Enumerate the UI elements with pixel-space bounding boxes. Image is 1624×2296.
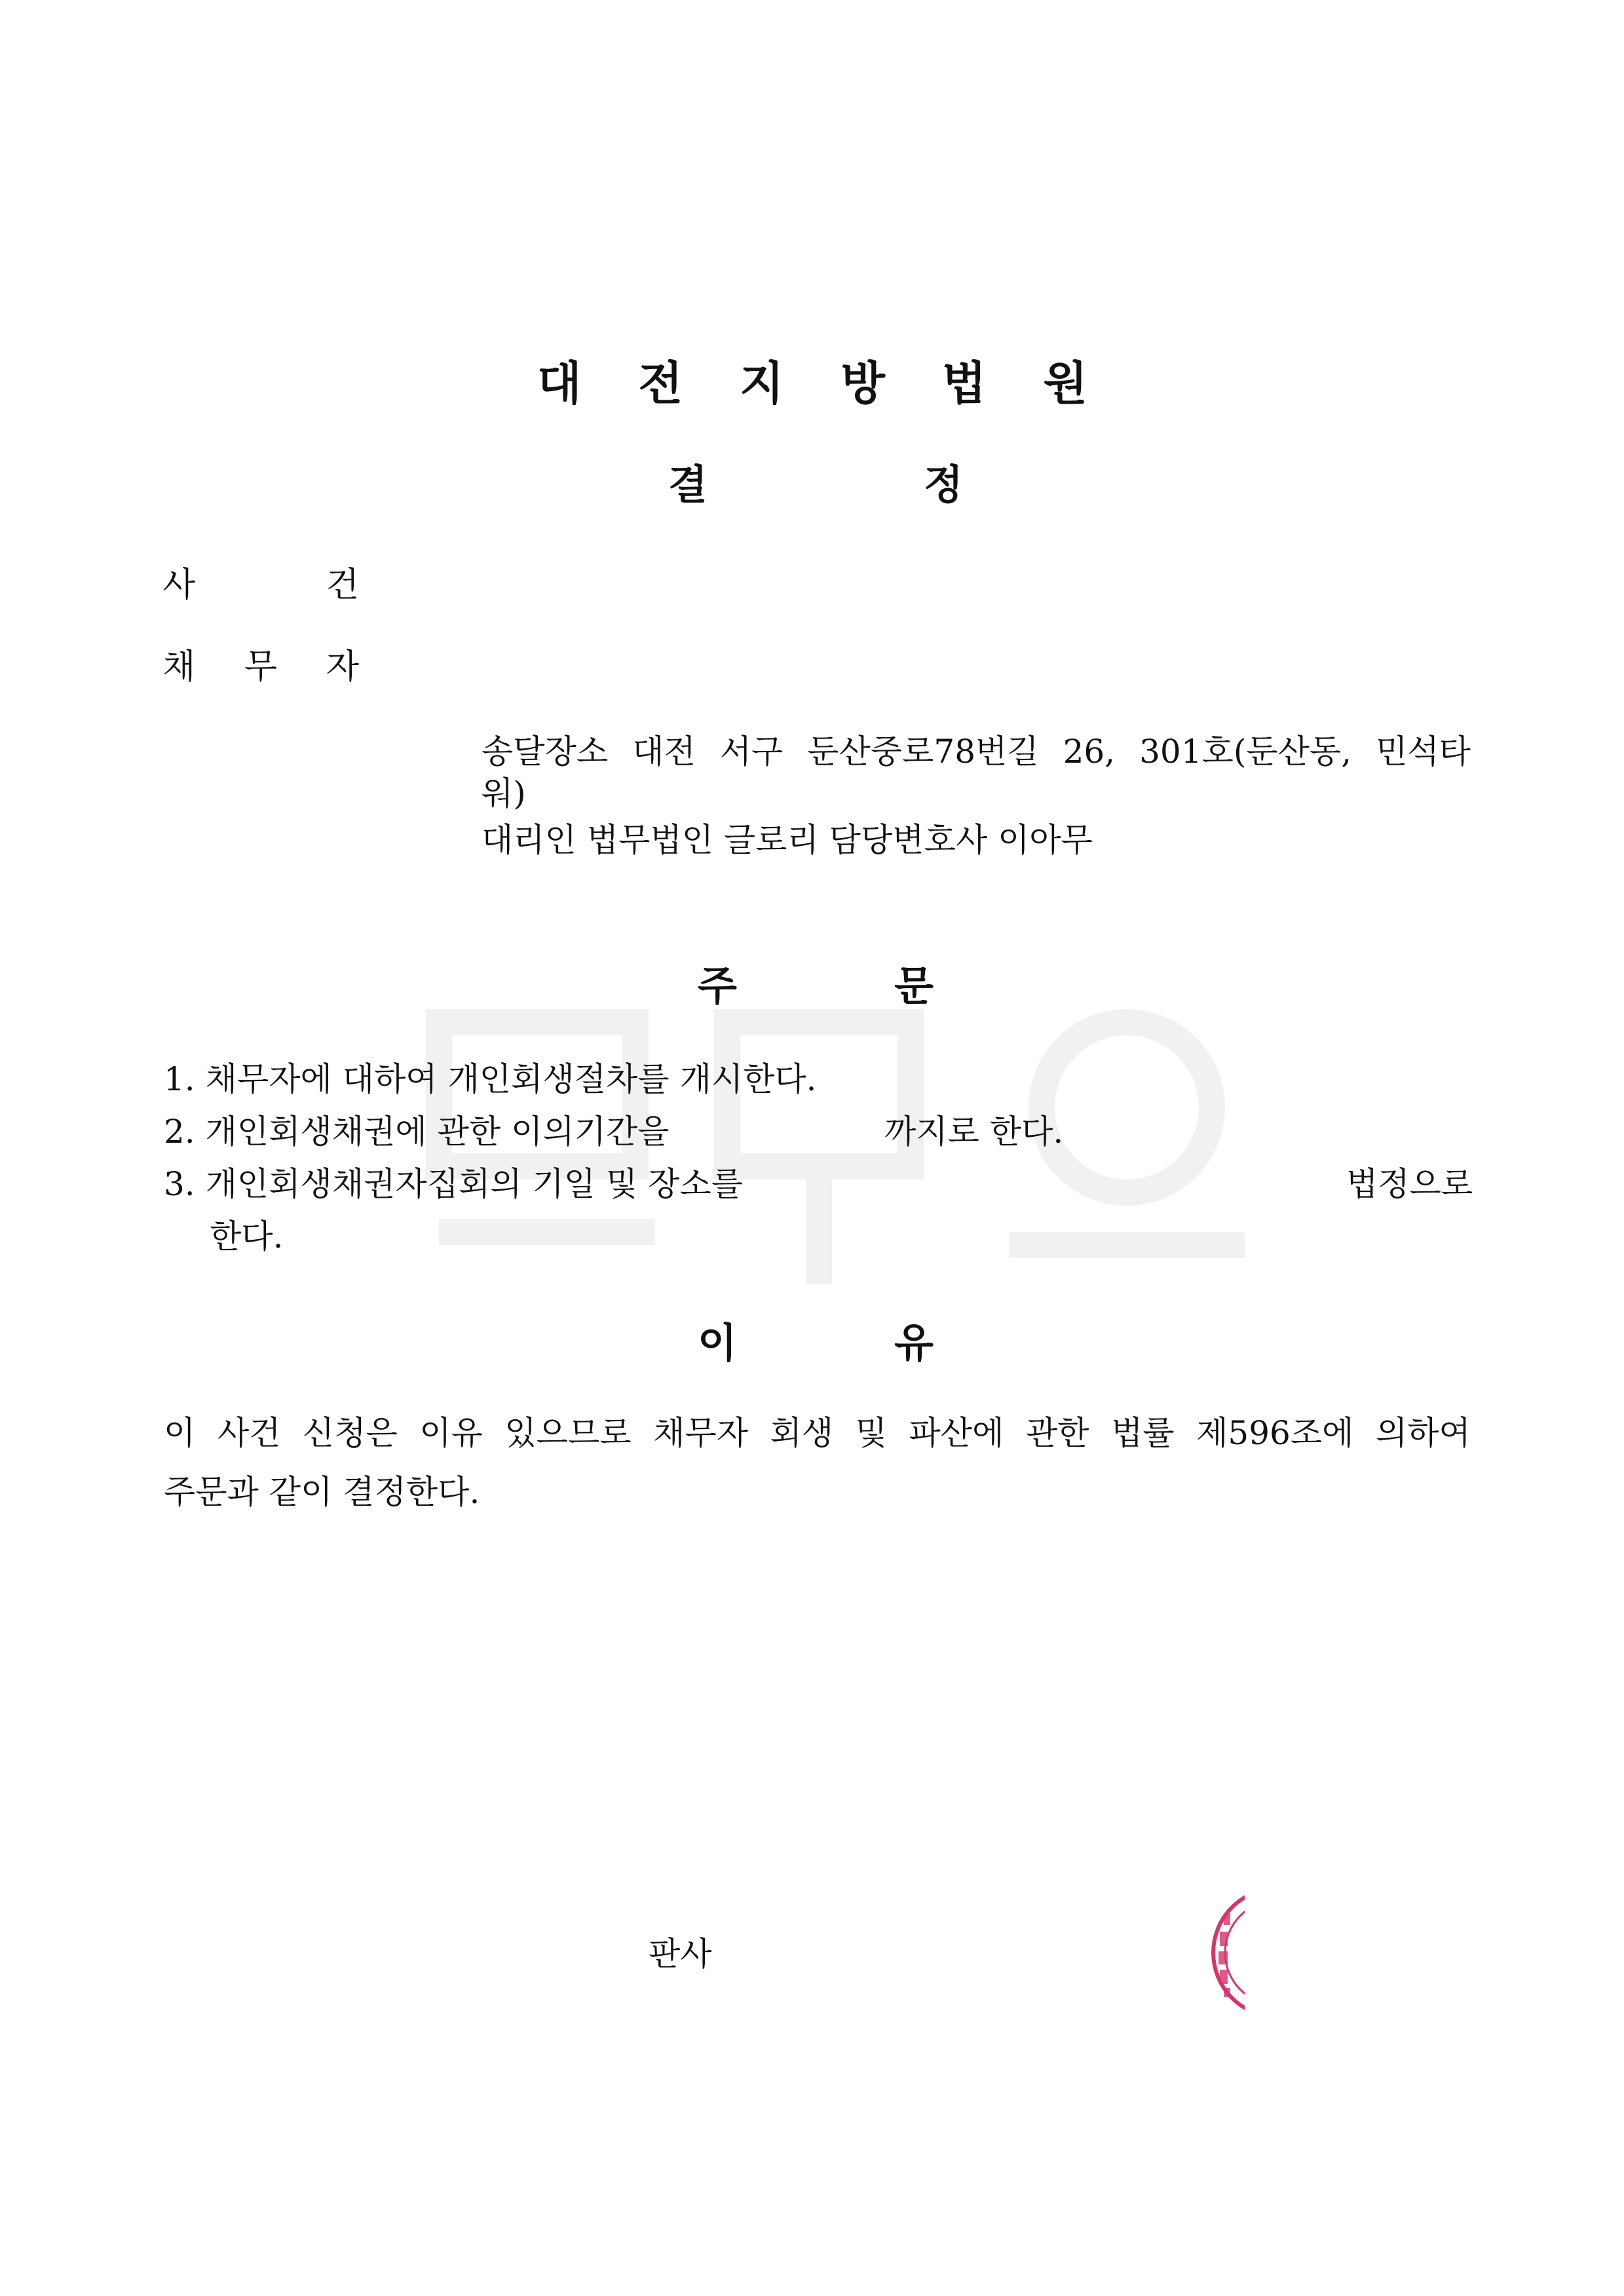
order-item-2: 2. 개인회생채권에 관한 이의기간을: [164, 1113, 670, 1151]
case-label-char-1: 건: [326, 565, 359, 605]
court-seal-icon: [1205, 1887, 1245, 2018]
order-heading-char-0: 주: [698, 962, 737, 1010]
case-label: [162, 564, 359, 607]
reason-word-8: 파산에: [909, 1414, 1004, 1452]
debtor-label-char-0: 채: [162, 647, 196, 687]
address-word-6: 민석타: [1376, 733, 1471, 771]
court-name-char-3: 방: [840, 356, 886, 410]
reason-word-1: 사건: [217, 1414, 281, 1452]
address-line-1: [482, 731, 1471, 773]
order-item-3-continuation: 한다.: [210, 1217, 284, 1255]
reason-text-line-2: 주문과 같이 결정한다.: [164, 1473, 480, 1511]
debtor-label-char-1: 무: [244, 647, 278, 687]
watermark-icon: [419, 996, 1271, 1311]
court-name-char-5: 원: [1043, 356, 1087, 410]
order-item-3-end: 법정으로: [1346, 1165, 1473, 1203]
order-item-1: 1. 채무자에 대하여 개인회생절차를 개시한다.: [164, 1060, 817, 1098]
address-word-1: 대전: [632, 733, 696, 771]
address-word-2: 서구: [719, 733, 784, 771]
decision-title: [668, 459, 963, 511]
case-label-char-0: 사: [162, 565, 196, 605]
order-heading: [698, 960, 934, 1012]
reason-word-2: 신청은: [302, 1414, 398, 1452]
decision-title-char-1: 정: [924, 461, 963, 508]
reason-text-line-1: [164, 1412, 1471, 1454]
reason-heading-char-1: 유: [894, 1319, 934, 1367]
judge-label: 판사: [649, 1935, 712, 1973]
agent-line: 대리인 법무법인 글로리 담당변호사 이아무: [482, 821, 1093, 859]
order-item-3: 3. 개인회생채권자집회의 기일 및 장소를: [164, 1165, 744, 1203]
decision-title-char-0: 결: [668, 461, 708, 508]
reason-word-11: 제596조에: [1196, 1414, 1354, 1452]
reason-word-12: 의하여: [1375, 1414, 1471, 1452]
reason-heading: [698, 1317, 934, 1369]
reason-word-5: 채무자: [653, 1414, 749, 1452]
debtor-label: [162, 645, 359, 689]
court-name-char-4: 법: [941, 356, 987, 410]
reason-word-6: 회생: [770, 1414, 834, 1452]
address-word-5: 301호(둔산동,: [1139, 733, 1352, 771]
delivery-address: [482, 731, 1471, 814]
address-line-2: 워): [482, 775, 526, 813]
reason-heading-char-0: 이: [698, 1319, 737, 1367]
court-name: [537, 354, 1087, 413]
reason-word-3: 이유: [419, 1414, 483, 1452]
order-item-2-end: 까지로 한다.: [884, 1113, 1064, 1151]
reason-word-7: 및: [855, 1414, 887, 1452]
debtor-label-char-2: 자: [326, 647, 359, 687]
address-word-4: 26,: [1063, 733, 1116, 771]
court-name-char-0: 대: [537, 356, 582, 410]
court-name-char-1: 전: [638, 356, 683, 410]
court-name-char-2: 지: [739, 356, 784, 410]
reason-word-4: 있으므로: [504, 1414, 632, 1452]
reason-word-10: 법률: [1110, 1414, 1175, 1452]
order-heading-char-1: 문: [894, 962, 934, 1010]
address-word-0: 송달장소: [482, 733, 609, 771]
reason-word-9: 관한: [1025, 1414, 1089, 1452]
address-word-3: 둔산중로78번길: [807, 733, 1039, 771]
reason-word-0: 이: [164, 1414, 196, 1452]
